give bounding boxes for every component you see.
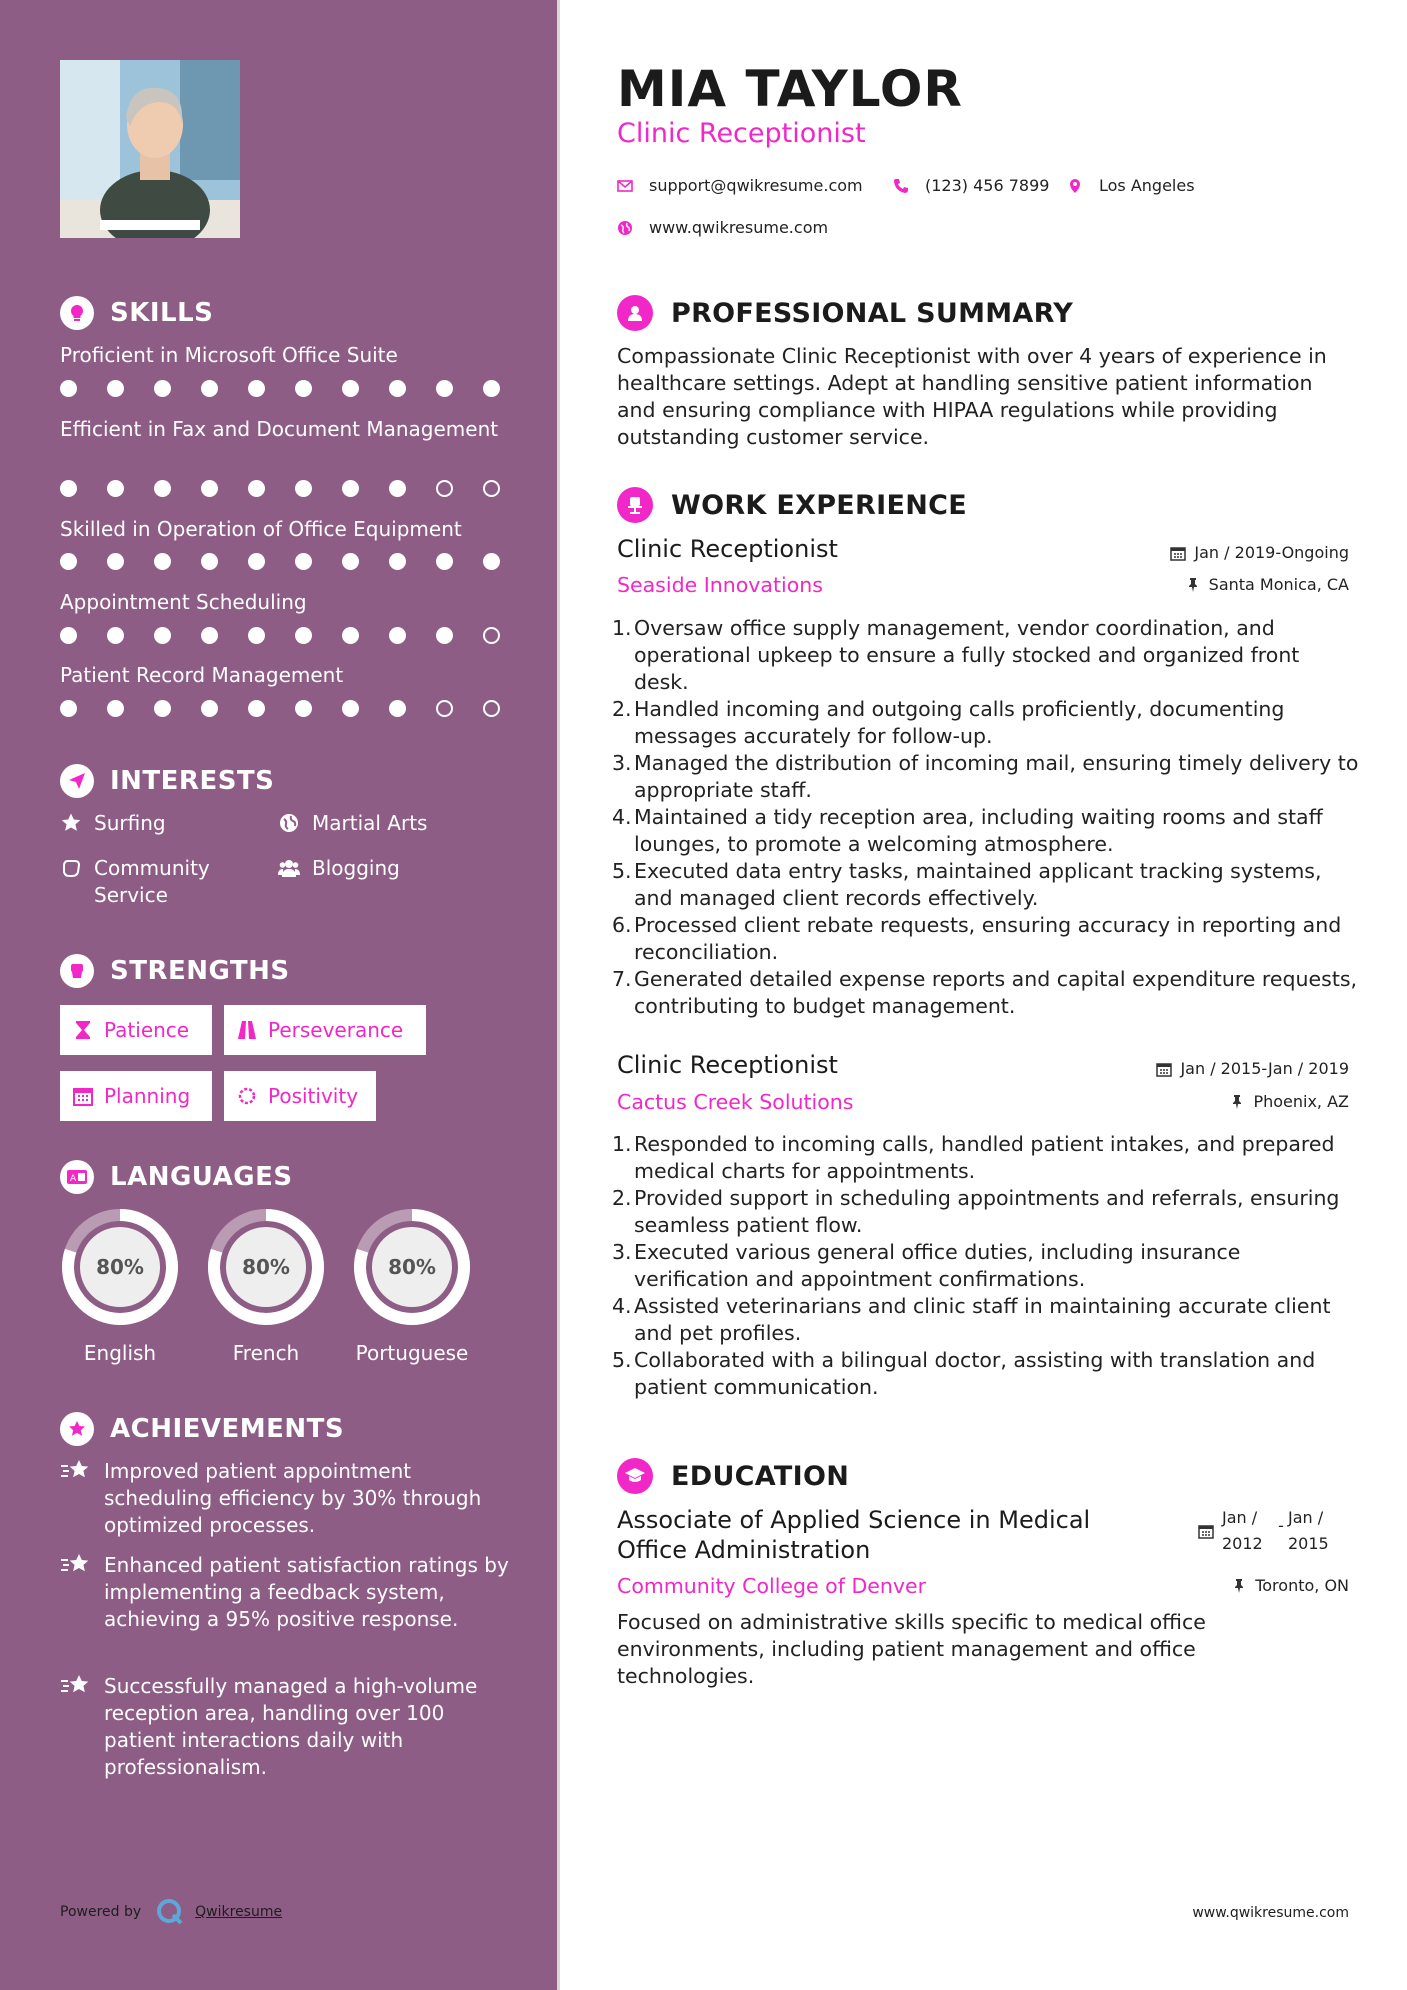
calendar-icon (1156, 1061, 1172, 1077)
pushpin-icon (1231, 1578, 1247, 1594)
globe-icon (278, 812, 300, 834)
calendar-icon (1198, 1523, 1214, 1539)
job-dates: Jan / 2019-Ongoing (1170, 543, 1349, 562)
shooting-star-icon (60, 1458, 92, 1484)
rating-dot-filled (60, 380, 77, 397)
list-item: 1. Oversaw office supply management, vendor coordination, and operational upkeep to ensure a fully stocked and organized front desk. (612, 616, 1300, 694)
job-role: Clinic Receptionist (617, 1051, 838, 1079)
hand-icon (60, 857, 82, 879)
rating-dot-empty (483, 627, 500, 644)
svg-text:A: A (70, 1174, 77, 1184)
rating-dot-filled (389, 480, 406, 497)
list-item: 7. Generated detailed expense reports and capital expenditure requests, contributing to budget management. (612, 967, 1358, 1018)
education-heading: EDUCATION (617, 1458, 849, 1494)
rating-dot-filled (154, 627, 171, 644)
skill-name: Skilled in Operation of Office Equipment (60, 517, 462, 541)
list-item: 4. Assisted veterinarians and clinic staff in maintaining accurate client and pet profiles. (612, 1294, 1331, 1345)
rating-dot-filled (295, 380, 312, 397)
paper-plane-icon (60, 764, 94, 798)
rating-dot-filled (342, 480, 359, 497)
rating-dot-filled (201, 380, 218, 397)
rating-dot-filled (201, 700, 218, 717)
rating-dot-filled (201, 553, 218, 570)
rating-dot-filled (248, 380, 265, 397)
language-item: 80% Portuguese (350, 1205, 474, 1365)
rating-dot-filled (154, 480, 171, 497)
rating-dot-filled (389, 553, 406, 570)
rating-dot-filled (436, 627, 453, 644)
ring-label: 80% (242, 1255, 290, 1279)
language-icon (60, 1160, 94, 1194)
job-duties-list (612, 1131, 1360, 1401)
list-item: 5. Executed data entry tasks, maintained applicant tracking systems, and managed client records effectively. (612, 859, 1322, 910)
sidebar-divider (557, 0, 560, 1990)
star-icon (60, 812, 82, 834)
job-location: Santa Monica, CA (1185, 575, 1349, 594)
office-chair-icon (617, 487, 653, 523)
education-dates: Jan / 2012 - Jan / 2015 (1198, 1505, 1340, 1557)
rating-dot-filled (248, 553, 265, 570)
rating-dot-filled (154, 700, 171, 717)
star-badge-icon (60, 1412, 94, 1446)
sidebar (0, 0, 557, 1990)
calendar-icon (1170, 545, 1186, 561)
contact-email[interactable]: support@qwikresume.com (617, 176, 863, 195)
rating-dot-filled (60, 700, 77, 717)
achievement-item: Improved patient appointment scheduling efficiency by 30% through optimized processes. (60, 1458, 510, 1539)
list-item: 3. Executed various general office duties, including insurance verification and appointment confirmations. (612, 1240, 1241, 1291)
rating-dot-filled (248, 627, 265, 644)
ring-label: 80% (388, 1255, 436, 1279)
strength-tag: Positivity (224, 1071, 376, 1121)
rating-dot-filled (295, 627, 312, 644)
language-ring (350, 1205, 474, 1329)
summary-heading: PROFESSIONAL SUMMARY (617, 295, 1073, 331)
rating-dot-filled (248, 700, 265, 717)
achievement-item: Successfully managed a high-volume reception area, handling over 100 patient interactions daily with professionalism. (60, 1673, 510, 1781)
language-ring (58, 1205, 182, 1329)
rating-dot-filled (483, 380, 500, 397)
language-item: 80% English (58, 1205, 182, 1365)
rating-dot-filled (107, 627, 124, 644)
lightbulb-icon (60, 296, 94, 330)
rating-dot-filled (389, 380, 406, 397)
users-icon (278, 857, 300, 879)
skill-name: Patient Record Management (60, 663, 344, 687)
phone-icon (893, 178, 909, 194)
map-pin-icon (1067, 178, 1083, 194)
strength-tag: Planning (60, 1071, 212, 1121)
rating-dot-filled (107, 380, 124, 397)
rating-dot-filled (60, 480, 77, 497)
user-icon (617, 295, 653, 331)
fist-icon (60, 954, 94, 988)
job-company: Seaside Innovations (617, 573, 823, 597)
footer-url[interactable]: www.qwikresume.com (1192, 1905, 1349, 1921)
skill-name: Efficient in Fax and Document Management (60, 417, 499, 441)
skill-rating (60, 380, 530, 397)
strength-tag: Perseverance (224, 1005, 426, 1055)
interest-item: Community Service (60, 855, 240, 909)
rating-dot-filled (342, 553, 359, 570)
rating-dot-filled (436, 553, 453, 570)
job-role: Clinic Receptionist (617, 535, 838, 563)
rating-dot-filled (60, 627, 77, 644)
rating-dot-filled (201, 627, 218, 644)
calendar-icon (72, 1085, 94, 1107)
powered-by: Powered by Qwikresume (60, 1897, 282, 1927)
skills-heading: SKILLS (60, 296, 213, 330)
rating-dot-filled (60, 553, 77, 570)
pushpin-icon (1185, 577, 1201, 593)
education-degree: Associate of Applied Science in Medical Office Administration (617, 1506, 1091, 1564)
qwikresume-link[interactable]: Qwikresume (195, 1904, 283, 1920)
experience-heading: WORK EXPERIENCE (617, 487, 967, 523)
qwikresume-logo-icon (155, 1897, 185, 1927)
rating-dot-filled (107, 700, 124, 717)
skill-rating (60, 480, 530, 497)
profile-photo (60, 60, 240, 238)
language-item: 80% French (204, 1205, 328, 1365)
rating-dot-filled (389, 700, 406, 717)
rating-dot-filled (248, 480, 265, 497)
interest-item: Surfing (60, 810, 166, 837)
strength-tag: Patience (60, 1005, 212, 1055)
list-item: 2. Provided support in scheduling appointments and referrals, ensuring seamless patient flow. (612, 1186, 1340, 1237)
shooting-star-icon (60, 1552, 92, 1578)
rating-dot-filled (295, 480, 312, 497)
interests-heading: INTERESTS (60, 764, 274, 798)
strengths-heading: STRENGTHS (60, 954, 290, 988)
job-duties-list (612, 615, 1360, 1020)
rating-dot-filled (154, 553, 171, 570)
ring-label: 80% (96, 1255, 144, 1279)
rating-dot-filled (483, 553, 500, 570)
road-icon (236, 1019, 258, 1041)
achievements-heading: ACHIEVEMENTS (60, 1412, 344, 1446)
candidate-title: Clinic Receptionist (617, 118, 866, 149)
languages-heading: A LANGUAGES (60, 1160, 293, 1194)
list-item: 5. Collaborated with a bilingual doctor, assisting with translation and patient communication. (612, 1348, 1316, 1399)
rating-dot-filled (154, 380, 171, 397)
rating-dot-filled (436, 380, 453, 397)
education-school: Community College of Denver (617, 1574, 927, 1598)
skill-name: Proficient in Microsoft Office Suite (60, 343, 398, 367)
rating-dot-filled (201, 480, 218, 497)
rating-dot-filled (342, 627, 359, 644)
language-ring (204, 1205, 328, 1329)
list-item: 4. Maintained a tidy reception area, including waiting rooms and staff lounges, to promote a welcoming atmosphere. (612, 805, 1323, 856)
contact-website[interactable]: www.qwikresume.com (617, 218, 828, 237)
rating-dot-filled (389, 627, 406, 644)
interest-item: Blogging (278, 855, 400, 882)
globe-icon (617, 220, 633, 236)
pushpin-icon (1229, 1094, 1245, 1110)
list-item: 1. Responded to incoming calls, handled patient intakes, and prepared medical charts for appointments. (612, 1132, 1335, 1183)
skill-rating (60, 553, 530, 570)
education-description: Focused on administrative skills specific to medical office environments, including patient management and office technologies. (617, 1610, 1206, 1688)
rating-dot-filled (107, 553, 124, 570)
education-location: Toronto, ON (1231, 1576, 1349, 1595)
graduation-cap-icon (617, 1458, 653, 1494)
list-item: 3. Managed the distribution of incoming mail, ensuring timely delivery to appropriate staff. (612, 751, 1359, 802)
rating-dot-empty (436, 700, 453, 717)
summary-text: Compassionate Clinic Receptionist with over 4 years of experience in healthcare settings. Adept at handling sensitive patient information and ensuring compliance with HIPAA regulations while providing outstanding customer service. (617, 344, 1327, 449)
rating-dot-filled (295, 700, 312, 717)
rating-dot-filled (342, 700, 359, 717)
interest-item: Martial Arts (278, 810, 427, 837)
sun-icon (236, 1085, 258, 1107)
rating-dot-empty (483, 700, 500, 717)
job-company: Cactus Creek Solutions (617, 1090, 854, 1114)
candidate-name: MIA TAYLOR (617, 60, 963, 118)
skill-rating (60, 700, 530, 717)
skill-rating (60, 627, 530, 644)
hourglass-icon (72, 1019, 94, 1041)
rating-dot-filled (107, 480, 124, 497)
contact-phone[interactable]: (123) 456 7899 (893, 176, 1049, 195)
job-dates: Jan / 2015-Jan / 2019 (1156, 1059, 1349, 1078)
rating-dot-empty (436, 480, 453, 497)
skill-name: Appointment Scheduling (60, 590, 307, 614)
envelope-icon (617, 178, 633, 194)
rating-dot-filled (342, 380, 359, 397)
list-item: 2. Handled incoming and outgoing calls proficiently, documenting messages accurately for follow-up. (612, 697, 1285, 748)
job-location: Phoenix, AZ (1229, 1092, 1349, 1111)
achievement-item: Enhanced patient satisfaction ratings by implementing a feedback system, achieving a 95% positive response. (60, 1552, 510, 1633)
rating-dot-empty (483, 480, 500, 497)
list-item: 6. Processed client rebate requests, ensuring accuracy in reporting and reconciliation. (612, 913, 1342, 964)
rating-dot-filled (295, 553, 312, 570)
contact-location: Los Angeles (1067, 176, 1195, 195)
shooting-star-icon (60, 1673, 92, 1699)
